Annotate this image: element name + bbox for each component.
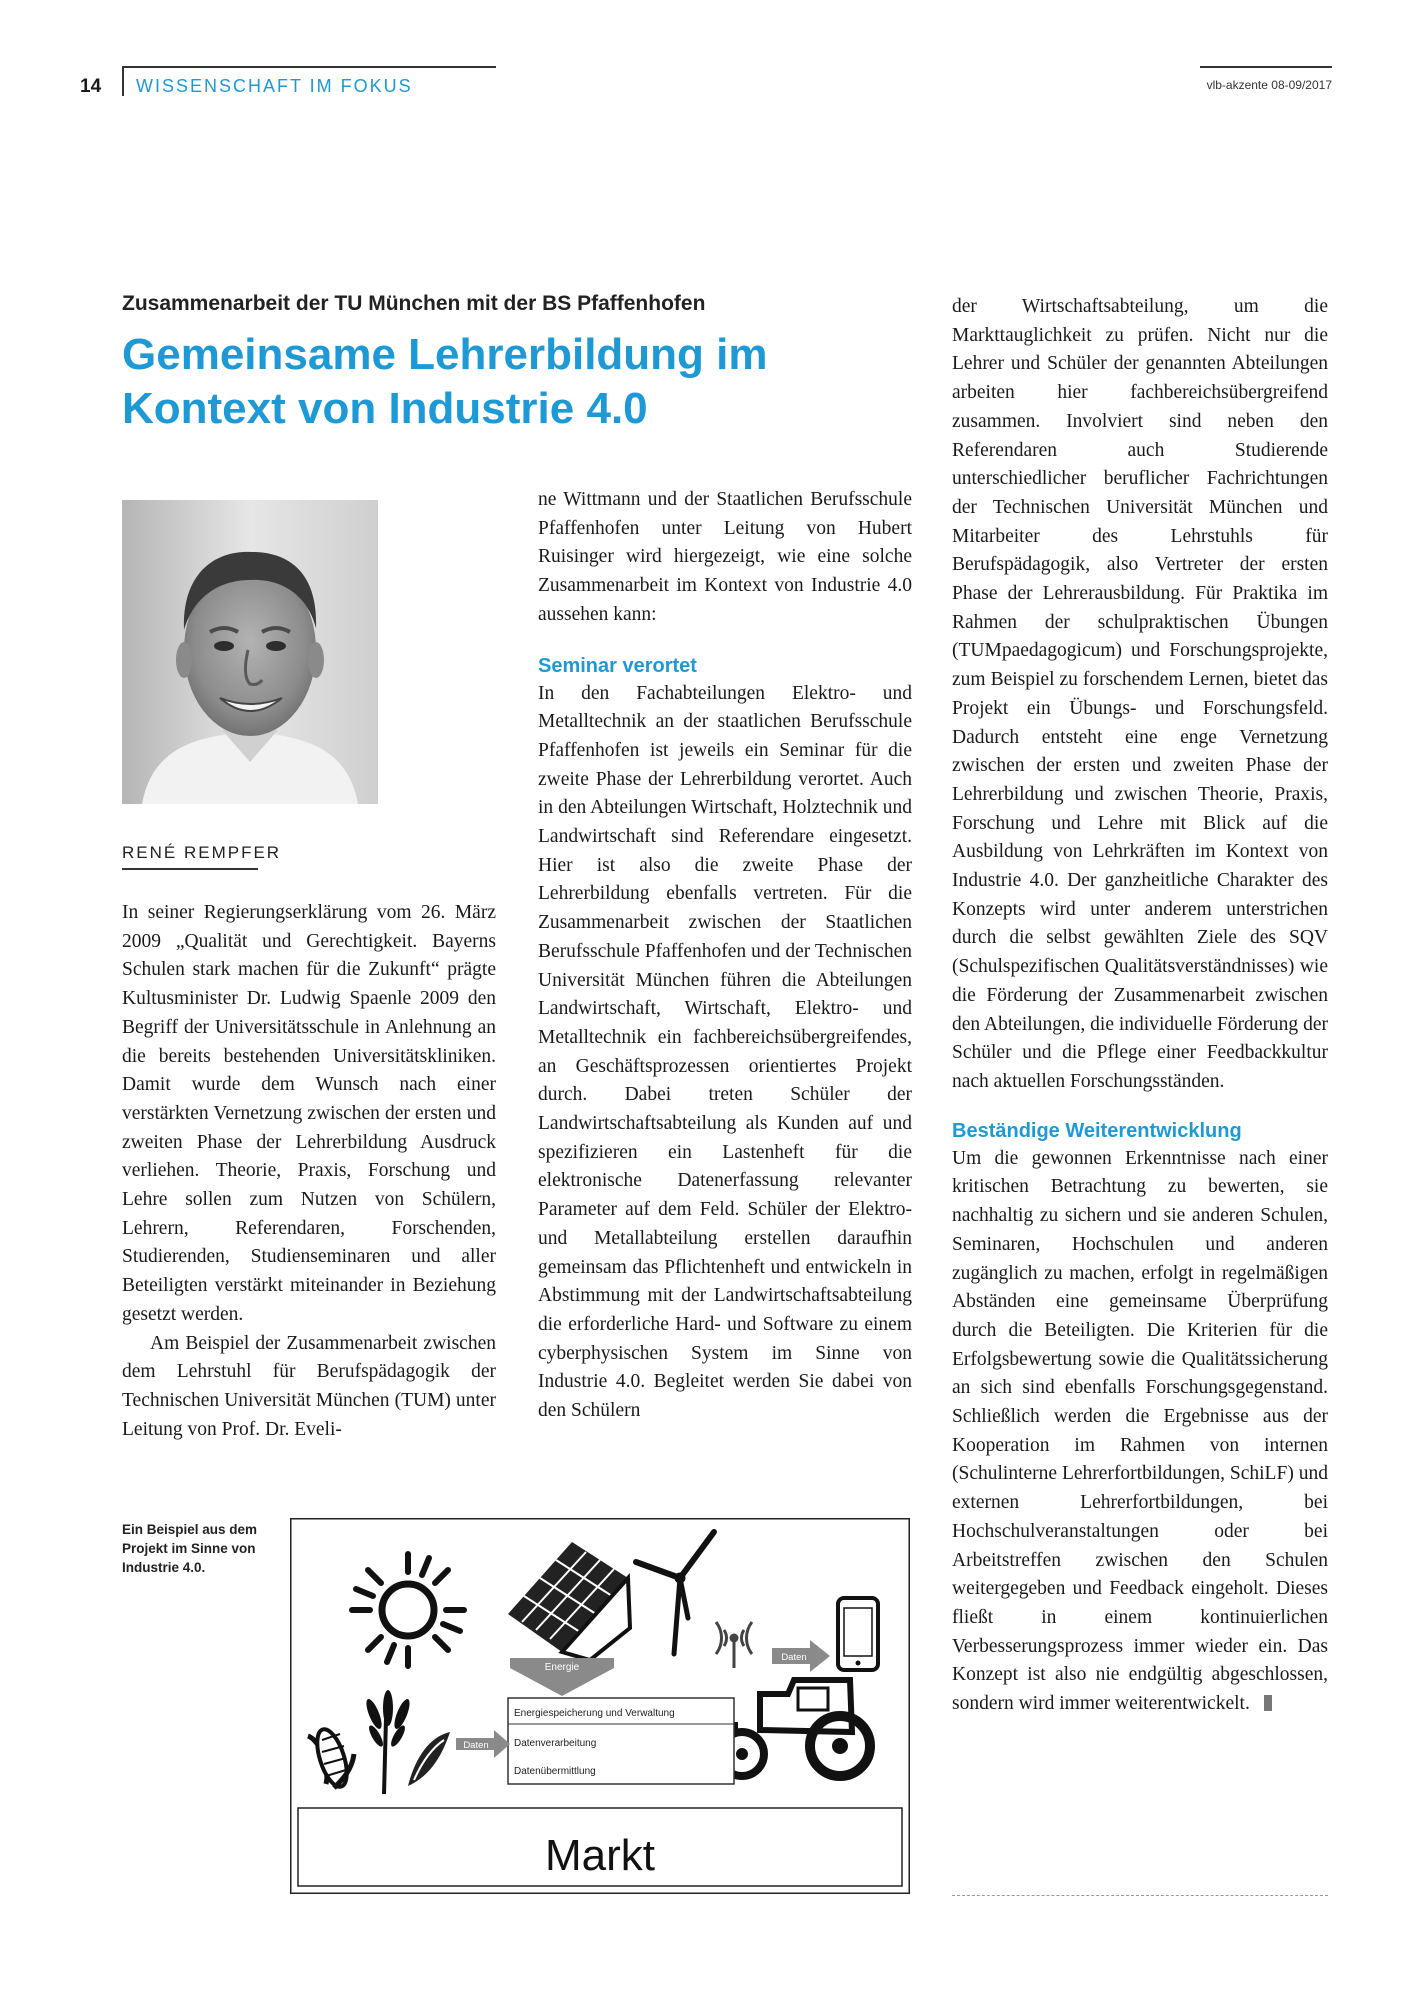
market-label: Markt xyxy=(545,1831,655,1880)
box-line-2: Datenverarbeitung xyxy=(514,1738,597,1749)
author-portrait xyxy=(122,500,378,804)
page-number: 14 xyxy=(80,76,102,97)
box-line-3: Datenübermittlung xyxy=(514,1766,596,1777)
market-box xyxy=(298,1808,902,1886)
paragraph: ne Wittmann und der Staatlichen Berufsschule Pfaffenhofen unter Leitung von Hubert Ruisinger wird hiergezeigt, wie eine solche Zusammenarbeit im Kontext von Industrie 4.0 aussehen kann: xyxy=(538,489,912,625)
issue-rule xyxy=(1200,66,1332,68)
processing-box xyxy=(508,1698,734,1784)
paragraph-text: Um die gewonnen Erkenntnisse nach einer kritischen Betrachtung zu bewerten, sie nachhaltig zu sichern und sie anderen Schulen, Seminaren, Hochschulen und anderen zugänglich zu machen, erfolgt in regelmäßigen Abständen eine gemeinsame Überprüfung durch die Beteiligten. Die Kriterien für die Erfolgsbewertung sowie die Qualitätssicherung an sich sind ebenfalls Forschungsgegenstand. Schließlich werden die Ergebnisse aus der Kooperation im Rahmen von internen (Schulinterne Lehrerfortbildungen, SchiLF) und externen Lehrerfortbildungen, bei Hochschulveranstaltungen oder bei Arbeitstreffen zwischen den Schulen weitergegeben und Feedback eingeholt. Dieses fließt in einem kontinuierlichen Verbesserungsprozess immer wieder ein. Das Konzept ist also nie endgültig abgeschlossen, sondern wird immer weiterentwickelt. xyxy=(952,1147,1328,1715)
label-daten-left: Daten xyxy=(463,1740,489,1751)
section-title: WISSENSCHAFT IM FOKUS xyxy=(136,76,413,96)
industry-diagram xyxy=(290,1518,910,1894)
paragraph: der Wirtschaftsabteilung, um die Markttauglichkeit zu prüfen. Nicht nur die Lehrer und Schüler der genannten Abteilungen arbeiten hier fachbereichsübergreifend zusammen. Involviert sind neben den Referendaren auch Studierende unterschiedlicher beruflicher Fachrichtungen der Technischen Universität München und Mitarbeiter des Lehrstuhls für Berufspädagogik, also Vertreter der ersten Phase der Lehrerausbildung. Für Praktika im Rahmen der schulpraktischen Übungen (TUMpaedagogicum) und Forschungsprojekte, zum Beispiel zu forschendem Lernen, bietet das Projekt ein Übungs- und Forschungsfeld. Dadurch entsteht eine enge Vernetzung zwischen der ersten und zweiten Phase der Lehrerbildung und zwischen Theorie, Praxis, Forschung und Lehre mit Blick auf die Ausbildung von Lehrkräften im Kontext von Industrie 4.0. Der ganzheitliche Charakter des Konzepts wird unter anderem unterstrichen durch die selbst gewählten Ziele des SQV (Schulspezifischen Qualitätsverständnisses) wie die Förderung der Zusammenarbeit zwischen den Abteilungen, die individuelle Förderung der Schüler und die Pflege einer Feedbackkultur nach aktuellen Forschungsständen. xyxy=(952,296,1328,1092)
column-1 xyxy=(122,899,496,1444)
author-rule xyxy=(122,868,258,870)
end-of-article-mark xyxy=(1264,1695,1272,1711)
header-rule-vertical xyxy=(122,66,124,96)
bottom-dashed-rule xyxy=(952,1895,1328,1896)
paragraph: In den Fachabteilungen Elektro- und Metalltechnik an der staatlichen Berufsschule Pfaffenhofen ist jeweils ein Seminar für die zweite Phase der Lehrerbildung verortet. Auch in den Abteilungen Wirtschaft, Holztechnik und Landwirtschaft sind Referendare eingesetzt. Hier ist also die zweite Phase der Lehrerbildung ebenfalls vertreten. Für die Zusammenarbeit zwischen der Staatlichen Berufsschule Pfaffenhofen und der Technischen Universität München führen die Abteilungen Landwirtschaft, Wirtschaft, Elektro- und Metalltechnik ein fachbereichsübergreifendes, an Geschäftsprozessen orientiertes Projekt durch. Dabei treten Schüler der Landwirtschaftsabteilung als Kunden auf und spezifizieren ein Lastenheft für die elektronische Datenerfassung relevanter Parameter auf dem Feld. Schüler der Elektro- und Metallabteilung erstellen daraufhin gemeinsam das Pflichtenheft und entwickeln in Abstimmung mit der Landwirtschaftsabteilung die erforderliche Hard- und Software zu einem cyberphysischen System im Sinne von Industrie 4.0. Begleitet werden Sie dabei von den Schülern xyxy=(538,682,912,1422)
paragraph xyxy=(952,1145,1328,1719)
subheading-seminar: Seminar verortet xyxy=(538,654,697,677)
issue-label: vlb-akzente 08-09/2017 xyxy=(1206,78,1332,92)
header-rule xyxy=(122,66,496,68)
label-energie: Energie xyxy=(544,1662,580,1673)
column-2 xyxy=(538,486,912,1426)
subheading-weiterentwicklung: Beständige Weiterentwicklung xyxy=(952,1119,1242,1142)
figure-caption: Ein Beispiel aus dem Projekt im Sinne von Industrie 4.0. xyxy=(122,1522,258,1575)
author-name: RENÉ REMPFER xyxy=(122,843,282,862)
paragraph: Am Beispiel der Zusammenarbeit zwischen dem Lehrstuhl für Berufspädagogik der Technischen Universität München (TUM) unter Leitung von Prof. Dr. Eveli- xyxy=(122,1332,496,1440)
label-daten-right: Daten xyxy=(781,1652,807,1663)
article-kicker: Zusammenarbeit der TU München mit der BS Pfaffenhofen xyxy=(122,292,706,315)
article-headline: Gemeinsame Lehrerbildung im Kontext von Industrie 4.0 xyxy=(122,330,768,433)
box-line-1: Energiespeicherung und Verwaltung xyxy=(514,1708,675,1719)
column-3 xyxy=(952,293,1328,1719)
paragraph: In seiner Regierungserklärung vom 26. März 2009 „Qualität und Gerechtigkeit. Bayerns Schulen stark machen für die Zukunft“ prägte Kultusminister Dr. Ludwig Spaenle 2009 den Begriff der Universitätsschule in Anlehnung an die bereits bestehenden Universitätskliniken. Damit wurde dem Wunsch nach einer verstärkten Vernetzung zwischen der ersten und zweiten Phase der Lehrerbildung Ausdruck verliehen. Theorie, Praxis, Forschung und Lehre sollen zum Nutzen von Schülern, Lehrern, Referendaren, Forschenden, Studierenden, Studienseminaren und aller Beteiligten verstärkt miteinander in Beziehung gesetzt werden. xyxy=(122,902,496,1325)
